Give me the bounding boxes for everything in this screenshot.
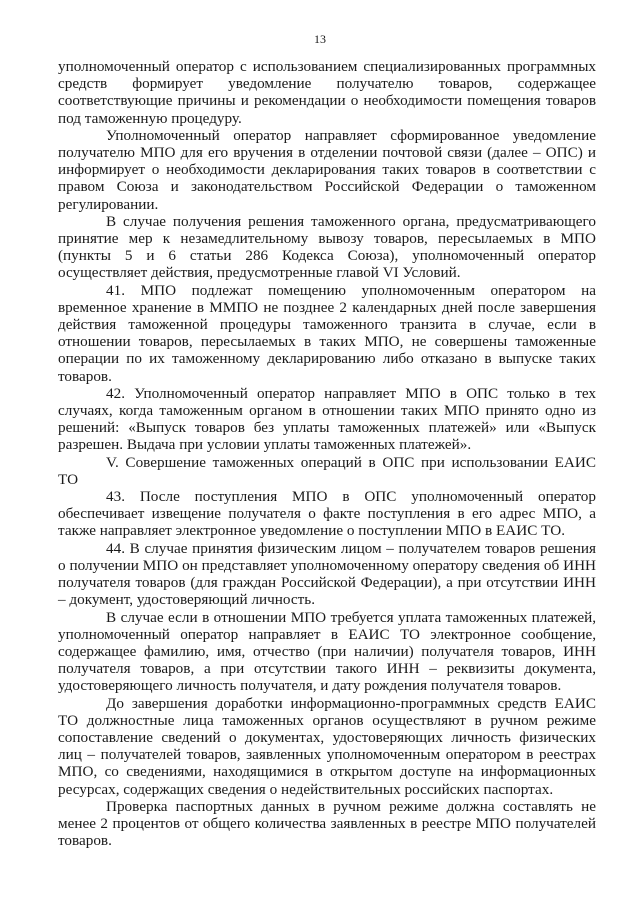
section-heading: V. Совершение таможенных операций в ОПС при использовании ЕАИС ТО xyxy=(58,453,596,488)
paragraph-continued: уполномоченный оператор с использованием специализированных программных средств формирует уведомление получателю товаров, содержащее соответствующие причины и рекомендации о необходимости помещения товаров под таможенную процедуру. xyxy=(58,58,596,127)
paragraph-export-decision: В случае получения решения таможенного органа, предусматривающего принятие мер к незамедлительному вывозу товаров, пересылаемых в МПО (пункты 5 и 6 статьи 286 Кодекса Союза), уполномоченный оператор осуществляет действия, предусмотренные главой VI Условий. xyxy=(58,212,596,282)
paragraph-clause-41: 41. МПО подлежат помещению уполномоченным оператором на временное хранение в ММПО не позднее 2 календарных дней после завершения действия таможенной процедуры таможенного транзита в случае, если в отношении товаров, пересылаемых в таких МПО, не совершены таможенные операции по их таможенному декларированию либо отказано в выпуске таких товаров. xyxy=(58,281,596,385)
paragraph-clause-42: 42. Уполномоченный оператор направляет МПО в ОПС только в тех случаях, когда таможенным органом в отношении таких МПО принято одно из решений: «Выпуск товаров без уплаты таможенных платежей» или «Выпуск разрешен. Выдача при условии уплаты таможенных платежей». xyxy=(58,384,596,454)
page-number: 13 xyxy=(314,32,326,46)
paragraph-customs-payments: В случае если в отношении МПО требуется уплата таможенных платежей, уполномоченный оператор направляет в ЕАИС ТО электронное сообщение, содержащее фамилию, имя, отчество (при наличии) получателя товаров, ИНН получателя товаров, а при отсутствии такого ИНН – реквизиты документа, удостоверяющего личность получателя, и дату рождения получателя товаров. xyxy=(58,608,596,695)
paragraph-passport-check: Проверка паспортных данных в ручном режиме должна составлять не менее 2 процентов от общего количества заявленных в реестре МПО получателей товаров. xyxy=(58,797,596,850)
document-body xyxy=(58,58,596,849)
paragraph-manual-verification: До завершения доработки информационно-программных средств ЕАИС ТО должностные лица таможенных органов осуществляют в ручном режиме сопоставление сведений о документах, удостоверяющих личность физических лиц – получателей товаров, заявленных уполномоченным оператором в реестрах МПО, со сведениями, находящимися в открытом доступе на информационных ресурсах, содержащих сведения о недействительных российских паспортах. xyxy=(58,694,596,798)
paragraph-clause-44: 44. В случае принятия физическим лицом – получателем товаров решения о получении МПО он представляет уполномоченному оператору сведения об ИНН получателя товаров (для граждан Российской Федерации), а при отсутствии ИНН – документ, удостоверяющий личность. xyxy=(58,539,596,609)
paragraph-clause-43: 43. После поступления МПО в ОПС уполномоченный оператор обеспечивает извещение получателя о факте поступления в его адрес МПО, а также направляет электронное уведомление о поступлении МПО в ЕАИС ТО. xyxy=(58,488,596,540)
paragraph-notification: Уполномоченный оператор направляет сформированное уведомление получателю МПО для его вручения в отделении почтовой связи (далее – ОПС) и информирует о необходимости декларирования таких товаров в соответствии с правом Союза и законодательством Российской Федерации о таможенном регулировании. xyxy=(58,126,596,213)
